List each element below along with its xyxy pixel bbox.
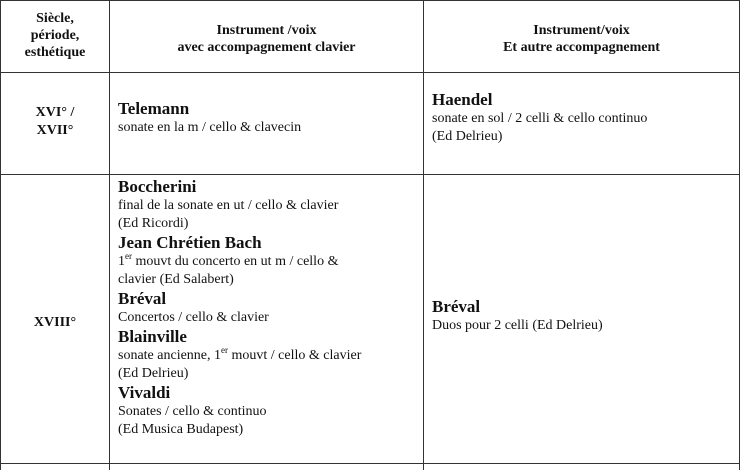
period-label: XVI° [35, 105, 67, 120]
composer-name: Haendel [432, 90, 493, 109]
period-xvi-xvii [1, 104, 109, 140]
work-description: Duos pour 2 celli (Ed Delrieu) [432, 318, 603, 333]
entry-breval-autre [432, 297, 732, 335]
composer-name: Telemann [118, 99, 190, 118]
text-segment: 1 [118, 254, 125, 269]
entry-blainville [118, 327, 418, 383]
header-autre [424, 22, 739, 56]
work-description: clavier (Ed Salabert) [118, 272, 234, 287]
work-description: (Ed Ricordi) [118, 216, 189, 231]
entry-jean-chretien-bach [118, 233, 418, 289]
work-description: (Ed Delrieu) [432, 129, 503, 144]
header-clavier [110, 22, 423, 56]
column-clavier-xviii [118, 177, 418, 439]
header-autre-line: Et autre accompagnement [503, 40, 660, 55]
header-clavier-line: avec accompagnement clavier [177, 40, 356, 55]
work-description: (Ed Musica Budapest) [118, 422, 244, 437]
composer-name: Boccherini [118, 177, 197, 196]
entry-vivaldi [118, 383, 418, 439]
header-period-line: Siècle, [36, 11, 74, 26]
work-description: final de la sonate en ut / cello & clavier [118, 198, 339, 213]
work-description [118, 347, 418, 365]
row-divider [0, 174, 740, 175]
period-separator: / [66, 105, 75, 120]
header-period [1, 10, 109, 61]
column-divider-2 [423, 0, 424, 470]
header-period-line: période, [30, 28, 80, 43]
composer-name: Bréval [118, 289, 167, 308]
header-autre-line: Instrument/voix [533, 23, 630, 38]
composer-name: Jean Chrétien Bach [118, 233, 262, 252]
work-description: Concertos / cello & clavier [118, 310, 269, 325]
table-border-left [0, 0, 1, 470]
ordinal-superscript: er [221, 345, 229, 355]
entry-boccherini [118, 177, 418, 233]
column-divider-1 [109, 0, 110, 470]
period-xviii [1, 314, 109, 332]
work-description: Sonates / cello & continuo [118, 404, 267, 419]
entry-haendel [432, 90, 732, 146]
work-description: sonate en sol / 2 celli & cello continuo [432, 111, 648, 126]
period-label: XVII° [36, 123, 74, 138]
entry-breval-clavier [118, 289, 418, 327]
header-clavier-line: Instrument /voix [216, 23, 317, 38]
table-border-bottom [0, 463, 740, 464]
composer-name: Bréval [432, 297, 481, 316]
text-segment: mouvt / cello & clavier [228, 348, 362, 363]
composer-name: Blainville [118, 327, 187, 346]
period-label: XVIII° [33, 315, 77, 330]
work-description [118, 253, 418, 271]
work-description: sonate en la m / cello & clavecin [118, 120, 302, 135]
composer-name: Vivaldi [118, 383, 171, 402]
text-segment: sonate ancienne, 1 [118, 348, 222, 363]
table-border-top [0, 0, 740, 1]
ordinal-superscript: er [125, 251, 132, 261]
header-divider [0, 72, 740, 73]
header-period-line: esthétique [24, 45, 86, 60]
text-segment: mouvt du concerto en ut m / cello & [132, 254, 339, 269]
entry-telemann [118, 99, 418, 137]
work-description: (Ed Delrieu) [118, 366, 189, 381]
